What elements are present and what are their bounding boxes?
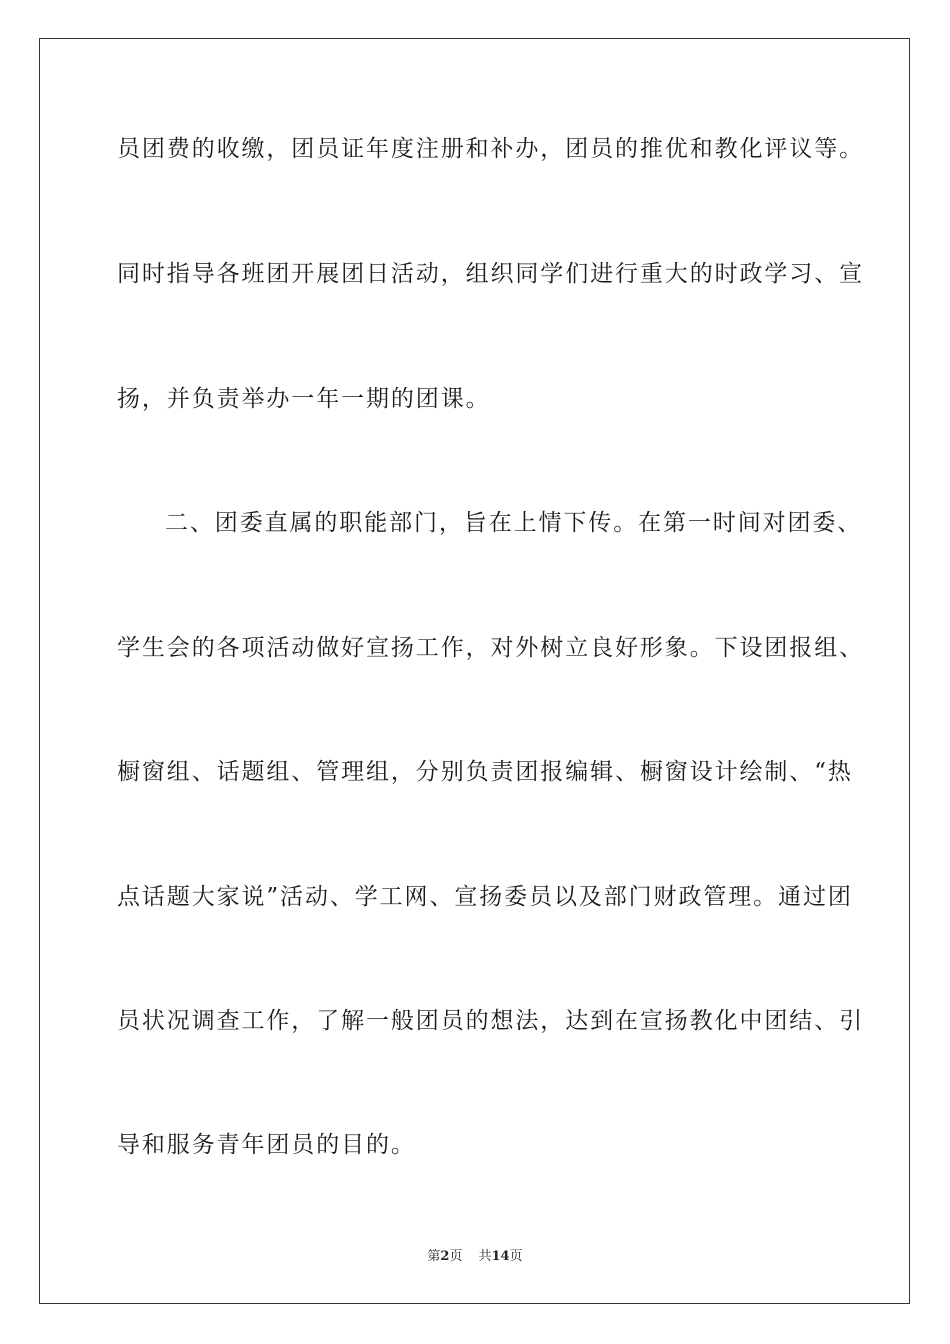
body-text-line-9: 导和服务青年团员的目的。 xyxy=(117,1132,416,1158)
total-pages-label: 共14页 xyxy=(478,1249,523,1264)
body-text-line-4: 二、团委直属的职能部门，旨在上情下传。在第一时间对团委、 xyxy=(165,510,863,536)
body-text-line-1: 员团费的收缴，团员证年度注册和补办，团员的推优和教化评议等。 xyxy=(117,136,864,162)
body-text-line-6: 橱窗组、话题组、管理组，分别负责团报编辑、橱窗设计绘制、“热 xyxy=(117,759,853,785)
page-footer xyxy=(0,1248,950,1266)
body-text-line-8: 员状况调查工作，了解一般团员的想法，达到在宣扬教化中团结、引 xyxy=(117,1008,864,1034)
body-text-line-7: 点话题大家说”活动、学工网、宣扬委员以及部门财政管理。通过团 xyxy=(117,884,853,910)
page-border xyxy=(39,38,910,1304)
page-label: 第2页 xyxy=(427,1249,463,1264)
total-page-count: 14 xyxy=(491,1249,510,1264)
current-page-number: 2 xyxy=(440,1249,450,1264)
body-text-line-2: 同时指导各班团开展团日活动，组织同学们进行重大的时政学习、宣 xyxy=(117,261,864,287)
body-text-line-5: 学生会的各项活动做好宣扬工作，对外树立良好形象。下设团报组、 xyxy=(117,635,864,661)
body-text-line-3: 扬，并负责举办一年一期的团课。 xyxy=(117,386,491,412)
